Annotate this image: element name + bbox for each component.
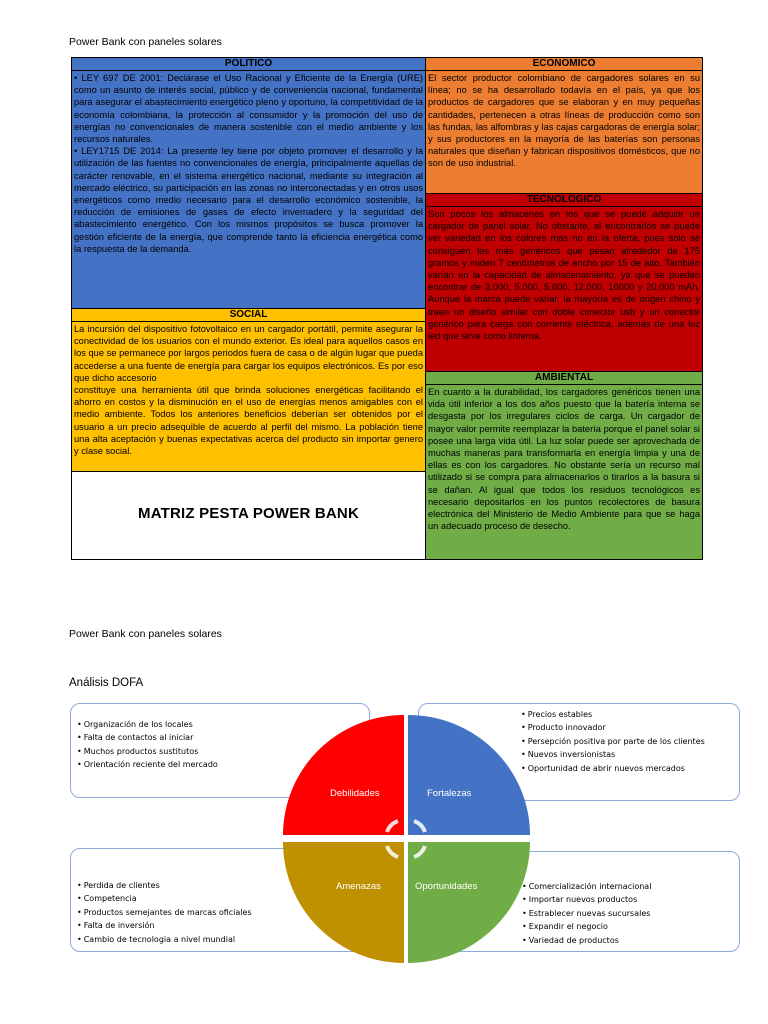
politico-paragraph-2: • LEY1715 DE 2014: La presente ley tiene por objeto promover el desarrollo y la utilización de las fuentes no convencionales de energía, principalmente aquellas de carácter renovable, en el sistema energético nacional, mediante su integración al mercado eléctrico, su participación en las zonas no interconectadas y en otros usos energéticos como medio necesario para el desarrollo económico sostenible, la reducción de emisiones de gases de efecto invernadero y la seguridad del abastecimiento energético. Con los mismos propósitos se busca promover la gestión eficiente de la energía, que comprende tanto la eficiencia energética como la respuesta de la demanda. [74, 145, 423, 255]
list-item: • Persepción positiva por parte de los clientes [521, 735, 705, 748]
list-item: • Importar nuevos productos [522, 893, 651, 906]
amenazas-quadrant [283, 842, 404, 963]
tecnologico-body: Son pocos los almacenes en los que se puede adquirir un cargador de panel solar. No obstante, al encontrarlos se puede ver variedad en los colores mas no en la oferta, pues solo se consiguen los más genéricos que pesan alrededor de 175 gramos y miden 7 centímetros de ancho por 15 de alto. También varían en la capacidad de almacenamiento, ya que se pueden encontrar de 3.000, 5.000, 5.600, 12.000, 16000 y 20.000 mAh. Aunque la marca puede variar, la mayoría es de origen chino y traen un diseño similar con doble conector usb y un conector genérico para carga con corriente eléctrica, además de una luz led que sirve como linterna. [428, 209, 700, 342]
ambiental-cell [425, 371, 703, 560]
dofa-quadrant-circle [280, 712, 531, 965]
list-item: • Productos semejantes de marcas oficiales [77, 906, 252, 919]
debilidades-list [77, 718, 218, 772]
amenazas-label: Amenazas [336, 881, 381, 892]
oportunidades-label: Oportunidades [415, 881, 478, 892]
fortalezas-list [521, 708, 705, 775]
tecnologico-title: TECNOLOGICO [426, 194, 702, 207]
list-item: • Organización de los locales [77, 718, 218, 731]
social-paragraph-2: constituye una herramienta útil que brinda soluciones energéticas facilitando el ahorro en costos y la disminución en el uso de energías menos amigables con el medio ambiente. Todos los anteriores beneficios deberían ser obtenidos por el usuario a un precio adsequible de acuerdo al perfil del mismo. La población tiene una alta aceptación y buenas expectativas acerca del producto sin importar genero y clase social. [74, 385, 423, 457]
social-body [72, 322, 425, 458]
oportunidades-quadrant [408, 842, 530, 963]
oportunidades-list [522, 880, 651, 947]
social-paragraph-1: La incursión del dispositivo fotovoltaico en un cargador portátil, permite asegurar la conectividad de los usuarios con el mundo exterior. Es ideal para aquellos casos en los que se permanece por largos periodos fuera de casa o de algún lugar que pueda accederse a una fuente de energía para cargar los equipos electrónicos. Es por eso que dicho accesorio [74, 324, 423, 383]
list-item: • Variedad de productos [522, 934, 651, 947]
ambiental-title: AMBIENTAL [426, 372, 702, 385]
list-item: • Muchos productos sustitutos [77, 745, 218, 758]
economico-cell [425, 57, 703, 194]
matrix-title-cell [71, 471, 426, 560]
list-item: • Cambio de tecnologia a nivel mundial [77, 933, 252, 946]
pesta-matrix [71, 57, 703, 560]
list-item: • Comercialización internacional [522, 880, 651, 893]
matrix-title: MATRIZ PESTA POWER BANK [138, 505, 359, 522]
list-item: • Perdida de clientes [77, 879, 252, 892]
amenazas-list [77, 879, 252, 946]
page-header: Power Bank con paneles solares [69, 36, 222, 48]
politico-cell [71, 57, 426, 309]
politico-paragraph-1: • LEY 697 DE 2001: Declárase el Uso Racional y Eficiente de la Energía (URE) como un asunto de interés social, público y de conveniencia nacional, fundamental para asegurar el abastecimiento energético pleno y oportuno, la competitividad de la economía colombiana, la protección al consumidor y la promoción del uso de energías no convencionales de manera sostenible con el medio ambiente y los recursos naturales. [74, 72, 423, 145]
fortalezas-label: Fortalezas [427, 788, 472, 799]
economico-title: ECONOMICO [426, 58, 702, 71]
list-item: • Producto innovador [521, 721, 705, 734]
list-item: • Nuevos inversionistas [521, 748, 705, 761]
politico-title: POLITICO [72, 58, 425, 71]
debilidades-quadrant [283, 715, 404, 835]
social-cell [71, 308, 426, 472]
list-item: • Oportunidad de abrir nuevos mercados [521, 762, 705, 775]
list-item: • Expandir el negocio [522, 920, 651, 933]
page-header-2: Power Bank con paneles solares [69, 628, 222, 640]
ambiental-body: En cuanto a la durabilidad, los cargadores genéricos tienen una vida útil inferior a los dos años puesto que la batería interna se desgasta por los irregulares ciclos de carga. Un cargador de mayor valor permite reemplazar la batería porque el panel solar si posee una larga vida útil. La luz solar puede ser aprovechada de muchas maneras para transformarla en energía limpia y una de ellas es con los cargadores. No obstante sería un recurso mal utilizado si se compra para almacenarlos o tirarlos a la basura si se dañan. Al igual que todos los residuos tecnológicos es necesario depositarlos en los puntos recolectores de basura electrónica del Ministerio de Medio Ambiente para que se haga un adecuado proceso de desecho. [428, 387, 700, 532]
dofa-title: Análisis DOFA [69, 677, 144, 689]
list-item: • Estrablecer nuevas sucursales [522, 907, 651, 920]
cycle-arrows-icon [387, 821, 425, 857]
list-item: • Orientación reciente del mercado [77, 758, 218, 771]
social-title: SOCIAL [72, 309, 425, 322]
list-item: • Competencia [77, 892, 252, 905]
list-item: • Falta de inversión [77, 919, 252, 932]
list-item: • Falta de contactos al iniciar [77, 731, 218, 744]
fortalezas-quadrant [408, 715, 530, 835]
list-item: • Precios estables [521, 708, 705, 721]
economico-body: El sector productor colombiano de cargadores solares en su línea; no se ha desarrollado todavía en el país, ya que los productos de cargadores que se elaboran y en muy pequeñas cantidades, pertenecen a otras líneas de producción como son las fundas, las alfombras y las cajas cargadoras de energía solar; y sus productores en la mayoría de las baterías son personas naturales que diseñan y fabrican dispositivos domésticos, que no son de uso industrial. [428, 73, 700, 169]
tecnologico-cell [425, 193, 703, 372]
politico-body [72, 71, 425, 256]
debilidades-label: Debilidades [330, 788, 380, 799]
